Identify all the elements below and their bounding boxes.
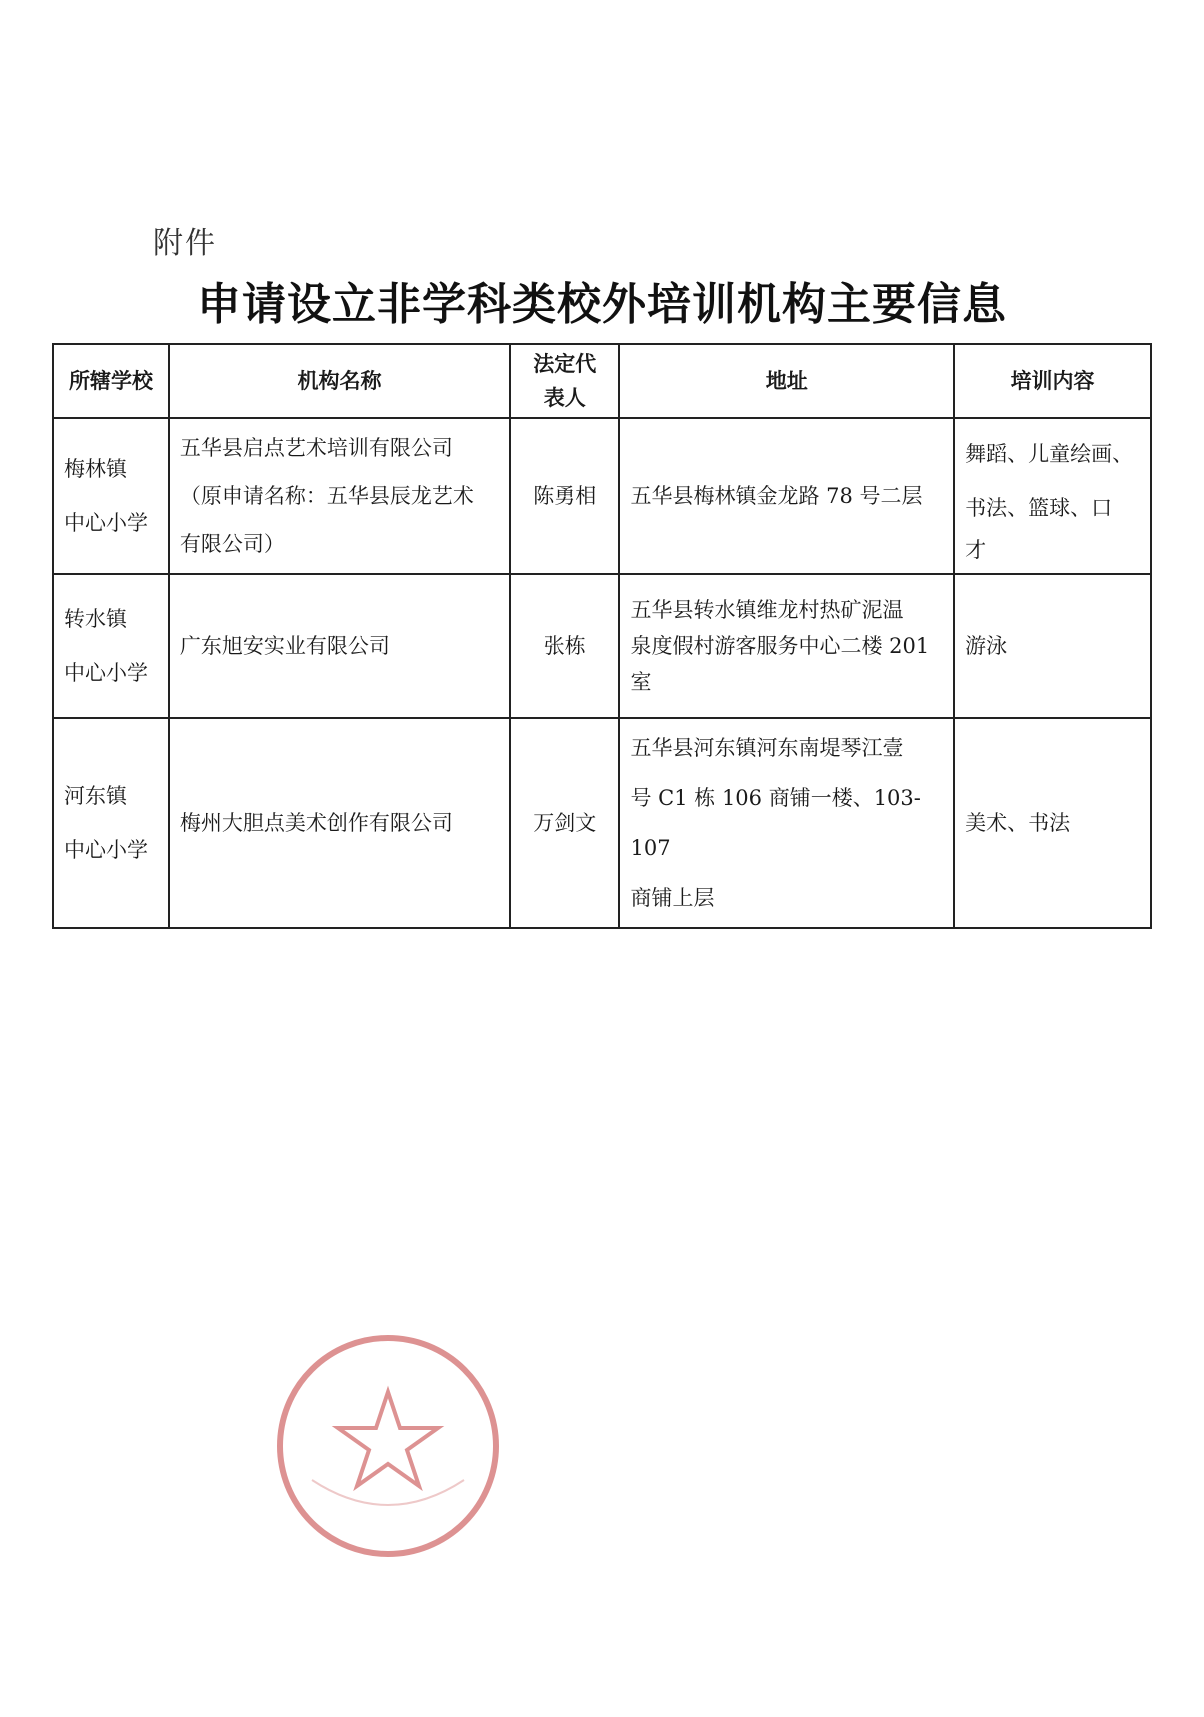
cell-training-content bbox=[954, 418, 1151, 574]
cell-school bbox=[53, 574, 169, 718]
cell-address: 五华县梅林镇金龙路 78 号二层 bbox=[619, 418, 954, 574]
header-rep-line2: 表人 bbox=[543, 385, 586, 410]
school-line2: 中心小学 bbox=[64, 661, 148, 685]
name-line1: 五华县启点艺术培训有限公司 bbox=[179, 436, 453, 460]
table-row bbox=[53, 574, 1151, 718]
name-line2: （原申请名称：五华县辰龙艺术 bbox=[179, 484, 474, 508]
cell-institution-name: 广东旭安实业有限公司 bbox=[169, 574, 510, 718]
school-line1: 梅林镇 bbox=[64, 457, 127, 481]
attachment-label: 附件 bbox=[153, 226, 217, 261]
cell-address bbox=[619, 718, 954, 928]
school-line2: 中心小学 bbox=[64, 838, 148, 862]
header-legal-representative bbox=[510, 344, 619, 418]
cell-school bbox=[53, 418, 169, 574]
cell-training-content: 游泳 bbox=[954, 574, 1151, 718]
header-training-content: 培训内容 bbox=[954, 344, 1151, 418]
address-line1: 五华县河东镇河东南堤琴江壹 bbox=[630, 736, 904, 760]
official-seal-stamp bbox=[272, 1330, 504, 1562]
content-line2: 书法、篮球、口 bbox=[965, 496, 1113, 520]
cell-legal-representative: 陈勇相 bbox=[510, 418, 619, 574]
cell-legal-representative: 万剑文 bbox=[510, 718, 619, 928]
table-row bbox=[53, 718, 1151, 928]
address-line1: 五华县转水镇维龙村热矿泥温 bbox=[630, 598, 904, 622]
header-institution-name: 机构名称 bbox=[169, 344, 510, 418]
cell-training-content: 美术、书法 bbox=[954, 718, 1151, 928]
cell-address bbox=[619, 574, 954, 718]
header-rep-line1: 法定代 bbox=[533, 351, 597, 376]
table-row bbox=[53, 418, 1151, 574]
school-line2: 中心小学 bbox=[64, 511, 148, 535]
cell-institution-name: 梅州大胆点美术创作有限公司 bbox=[169, 718, 510, 928]
address-line2: 泉度假村游客服务中心二楼 201 bbox=[630, 634, 930, 658]
header-address: 地址 bbox=[619, 344, 954, 418]
content-line3: 才 bbox=[965, 538, 987, 562]
document-title: 申请设立非学科类校外培训机构主要信息 bbox=[197, 279, 1007, 330]
content-line1: 舞蹈、儿童绘画、 bbox=[965, 442, 1134, 466]
cell-legal-representative: 张栋 bbox=[510, 574, 619, 718]
address-line2: 号 C1 栋 106 商铺一楼、103-107 bbox=[630, 786, 921, 860]
address-line3: 商铺上层 bbox=[630, 886, 715, 910]
school-line1: 河东镇 bbox=[64, 784, 127, 808]
school-line1: 转水镇 bbox=[64, 607, 127, 631]
name-line3: 有限公司） bbox=[179, 532, 285, 556]
address-line3: 室 bbox=[630, 670, 652, 694]
seal-star-icon bbox=[338, 1392, 438, 1486]
cell-school bbox=[53, 718, 169, 928]
header-school: 所辖学校 bbox=[53, 344, 169, 418]
cell-institution-name bbox=[169, 418, 510, 574]
institution-info-table bbox=[52, 343, 1152, 929]
table-header-row bbox=[53, 344, 1151, 418]
